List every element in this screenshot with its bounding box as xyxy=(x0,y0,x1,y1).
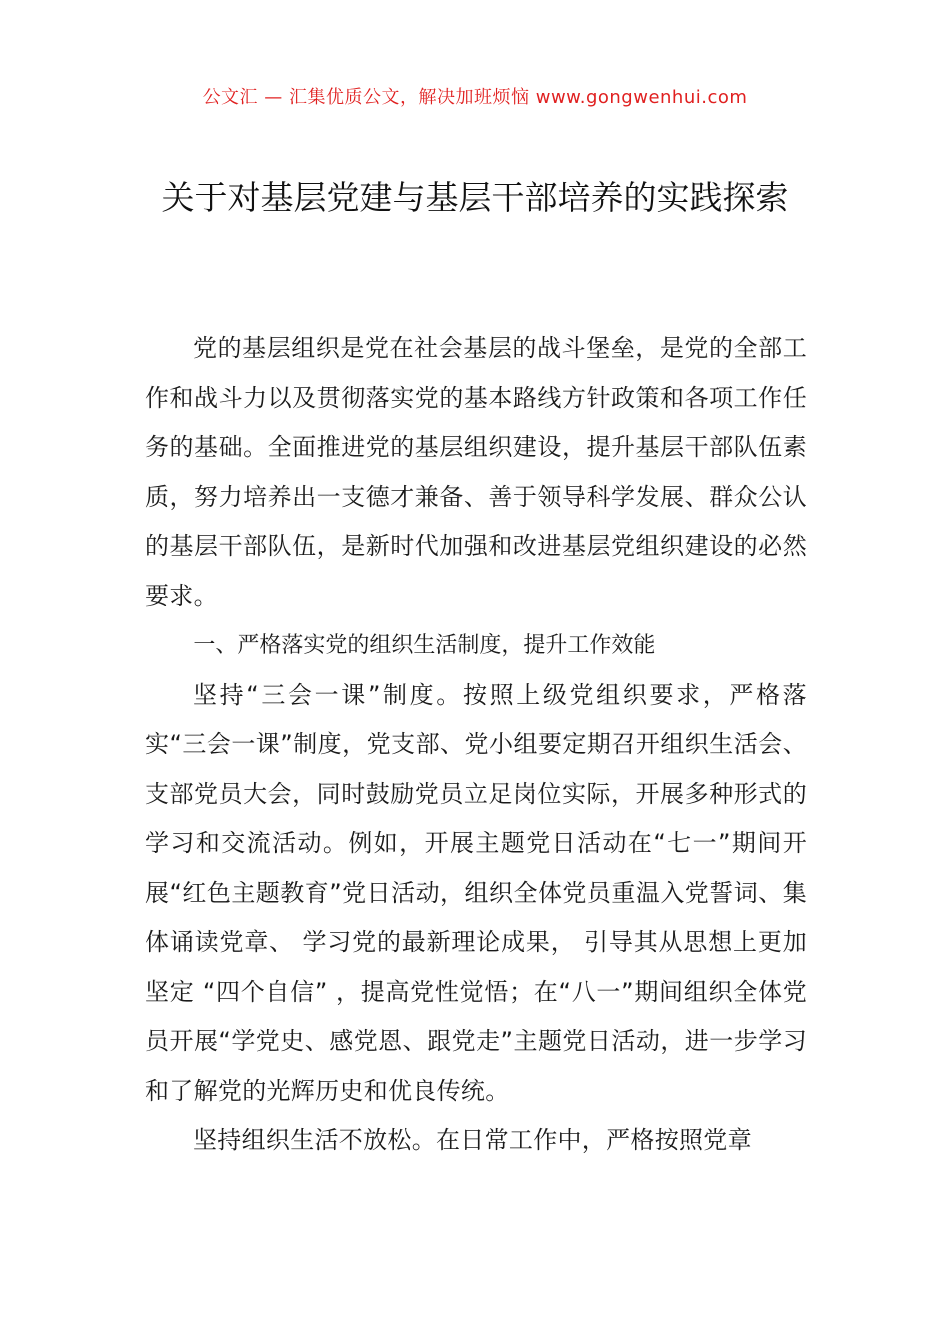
document-title: 关于对基层党建与基层干部培养的实践探索 xyxy=(161,178,789,217)
body-paragraph: 坚持“三会一课”制度。按照上级党组织要求，严格落实“三会一课”制度，党支部、党小组要定期召开组织生活会、支部党员大会，同时鼓励党员立足岗位实际，开展多种形式的学习和交流活动。例如，开展主题党日活动在“七一”期间开展“红色主题教育”党日活动，组织全体党员重温入党誓词、集体诵读党章、 学习党的最新理论成果， 引导其从思想上更加坚定 “四个自信” ，提高党性觉悟；在“八一”期间组织全体党员开展“学党史、感党恩、跟党走”主题党日活动，进一步学习和了解党的光辉历史和优良传统。 xyxy=(145,680,807,1105)
section-heading: 一、严格落实党的组织生活制度，提升工作效能 xyxy=(193,633,656,658)
intro-paragraph: 党的基层组织是党在社会基层的战斗堡垒，是党的全部工作和战斗力以及贯彻落实党的基本路线方针政策和各项工作任务的基础。全面推进党的基层组织建设，提升基层干部队伍素质，努力培养出一支德才兼备、善于领导科学发展、群众公认的基层干部队伍，是新时代加强和改进基层党组织建设的必然要求。 xyxy=(145,334,807,610)
body-paragraph: 坚持组织生活不放松。在日常工作中，严格按照党章 xyxy=(193,1126,752,1154)
site-banner: 公文汇 — 汇集优质公文，解决加班烦恼 www.gongwenhui.com xyxy=(202,87,748,108)
document-body xyxy=(145,324,807,1166)
